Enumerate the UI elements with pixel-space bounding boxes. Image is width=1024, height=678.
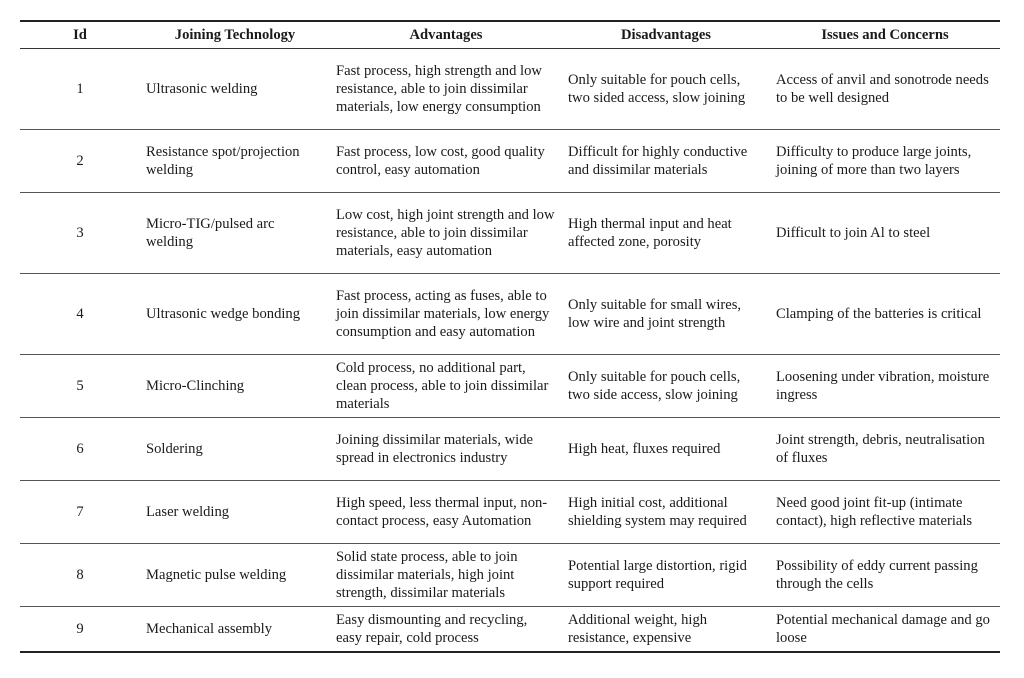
table-row — [20, 544, 1000, 607]
column-header-advantages: Advantages — [330, 21, 562, 49]
cell-disadvantages: High initial cost, additional shielding system may required — [562, 481, 770, 544]
cell-id: 8 — [20, 544, 140, 607]
column-header-disadvantages: Disadvantages — [562, 21, 770, 49]
cell-id: 2 — [20, 130, 140, 193]
cell-disadvantages: Additional weight, high resistance, expensive — [562, 607, 770, 652]
cell-advantages: Low cost, high joint strength and low resistance, able to join dissimilar materials, easy automation — [330, 193, 562, 274]
cell-id: 4 — [20, 274, 140, 355]
cell-issues: Access of anvil and sonotrode needs to be well designed — [770, 49, 1000, 130]
cell-disadvantages: High thermal input and heat affected zone, porosity — [562, 193, 770, 274]
cell-disadvantages: Only suitable for pouch cells, two sided access, slow joining — [562, 49, 770, 130]
column-header-issues: Issues and Concerns — [770, 21, 1000, 49]
cell-id: 9 — [20, 607, 140, 652]
cell-technology: Resistance spot/projection welding — [140, 130, 330, 193]
cell-issues: Loosening under vibration, moisture ingress — [770, 355, 1000, 418]
table-row — [20, 481, 1000, 544]
table-row — [20, 607, 1000, 652]
table-row — [20, 274, 1000, 355]
cell-disadvantages: Potential large distortion, rigid support required — [562, 544, 770, 607]
joining-technology-table — [20, 20, 1000, 653]
cell-issues: Need good joint fit-up (intimate contact), high reflective materials — [770, 481, 1000, 544]
column-header-technology: Joining Technology — [140, 21, 330, 49]
cell-advantages: Cold process, no additional part, clean process, able to join dissimilar materials — [330, 355, 562, 418]
cell-advantages: High speed, less thermal input, non-contact process, easy Automation — [330, 481, 562, 544]
cell-technology: Micro-Clinching — [140, 355, 330, 418]
cell-issues: Possibility of eddy current passing through the cells — [770, 544, 1000, 607]
cell-id: 1 — [20, 49, 140, 130]
cell-technology: Magnetic pulse welding — [140, 544, 330, 607]
cell-issues: Potential mechanical damage and go loose — [770, 607, 1000, 652]
cell-technology: Mechanical assembly — [140, 607, 330, 652]
table-row — [20, 355, 1000, 418]
cell-id: 5 — [20, 355, 140, 418]
table-row — [20, 193, 1000, 274]
cell-technology: Laser welding — [140, 481, 330, 544]
cell-disadvantages: Difficult for highly conductive and dissimilar materials — [562, 130, 770, 193]
cell-advantages: Easy dismounting and recycling, easy repair, cold process — [330, 607, 562, 652]
cell-advantages: Fast process, acting as fuses, able to join dissimilar materials, low energy consumption and easy automation — [330, 274, 562, 355]
cell-disadvantages: Only suitable for small wires, low wire and joint strength — [562, 274, 770, 355]
cell-technology: Ultrasonic wedge bonding — [140, 274, 330, 355]
cell-advantages: Joining dissimilar materials, wide spread in electronics industry — [330, 418, 562, 481]
cell-issues: Difficult to join Al to steel — [770, 193, 1000, 274]
cell-advantages: Fast process, high strength and low resistance, able to join dissimilar materials, low energy consumption — [330, 49, 562, 130]
cell-issues: Joint strength, debris, neutralisation of fluxes — [770, 418, 1000, 481]
cell-disadvantages: Only suitable for pouch cells, two side access, slow joining — [562, 355, 770, 418]
cell-advantages: Fast process, low cost, good quality control, easy automation — [330, 130, 562, 193]
cell-technology: Micro-TIG/pulsed arc welding — [140, 193, 330, 274]
cell-disadvantages: High heat, fluxes required — [562, 418, 770, 481]
table-row — [20, 130, 1000, 193]
table-row — [20, 418, 1000, 481]
cell-id: 7 — [20, 481, 140, 544]
cell-id: 3 — [20, 193, 140, 274]
cell-id: 6 — [20, 418, 140, 481]
column-header-id: Id — [20, 21, 140, 49]
cell-issues: Clamping of the batteries is critical — [770, 274, 1000, 355]
cell-technology: Soldering — [140, 418, 330, 481]
table-row — [20, 49, 1000, 130]
cell-advantages: Solid state process, able to join dissimilar materials, high joint strength, dissimilar materials — [330, 544, 562, 607]
cell-issues: Difficulty to produce large joints, joining of more than two layers — [770, 130, 1000, 193]
cell-technology: Ultrasonic welding — [140, 49, 330, 130]
header-row — [20, 21, 1000, 49]
